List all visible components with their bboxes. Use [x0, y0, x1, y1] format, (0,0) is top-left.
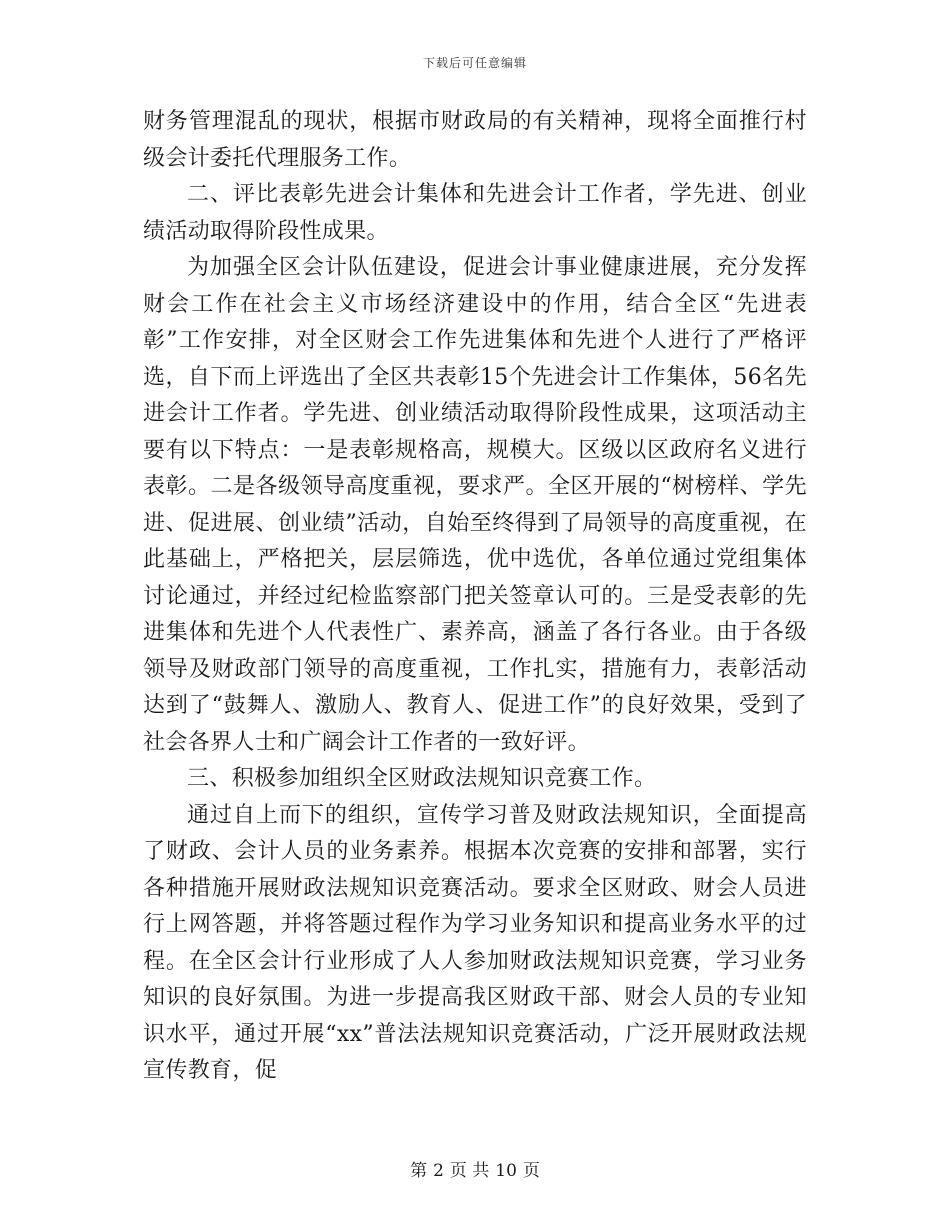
page-label-mid: 页 共: [449, 1161, 490, 1181]
section-heading-three: 三、积极参加组织全区财政法规知识竞赛工作。: [187, 766, 657, 791]
total-pages-number: 10: [495, 1161, 517, 1181]
page-label-prefix: 第: [410, 1161, 428, 1181]
section-heading-two: 二、评比表彰先进会计集体和先进会计工作者，学先进、创业绩活动取得阶段性成果。: [143, 182, 807, 244]
document-body: [143, 104, 807, 1090]
current-page-number: 2: [433, 1161, 444, 1181]
paragraph-continuation: 财务管理混乱的现状，根据市财政局的有关精神，现将全面推行村级会计委托代理服务工作。: [143, 109, 807, 171]
page-header-note: 下载后可任意编辑: [422, 56, 527, 70]
paragraph-competition: 通过自上而下的组织，宣传学习普及财政法规知识，全面提高了财政、会计人员的业务素养。根据本次竞赛的安排和部署，实行各种措施开展财政法规知识竞赛活动。要求全区财政、财会人员进行上网答题，并将答题过程作为学习业务知识和提高业务水平的过程。在全区会计行业形成了人人参加财政法规知识竞赛，学习业务知识的良好氛围。为进一步提高我区财政干部、财会人员的专业知识水平，通过开展“xx”普法法规知识竞赛活动，广泛开展财政法规宣传教育，促: [143, 802, 807, 1083]
page-footer: [0, 1156, 950, 1181]
page-label-suffix: 页: [522, 1161, 540, 1181]
paragraph-commendation: 为加强全区会计队伍建设，促进会计事业健康进展，充分发挥财会工作在社会主义市场经济建设中的作用，结合全区“先进表彰”工作安排，对全区财会工作先进集体和先进个人进行了严格评选，自下而上评选出了全区共表彰15个先进会计工作集体，56名先进会计工作者。学先进、创业绩活动取得阶段性成果，这项活动主要有以下特点：一是表彰规格高，规模大。区级以区政府名义进行表彰。二是各级领导高度重视，要求严。全区开展的“树榜样、学先进、促进展、创业绩”活动，自始至终得到了局领导的高度重视，在此基础上，严格把关，层层筛选，优中选优，各单位通过党组集体讨论通过，并经过纪检监察部门把关签章认可的。三是受表彰的先进集体和先进个人代表性广、素养高，涵盖了各行各业。由于各级领导及财政部门领导的高度重视，工作扎实，措施有力，表彰活动达到了“鼓舞人、激励人、教育人、促进工作”的良好效果，受到了社会各界人士和广阔会计工作者的一致好评。: [143, 255, 807, 755]
